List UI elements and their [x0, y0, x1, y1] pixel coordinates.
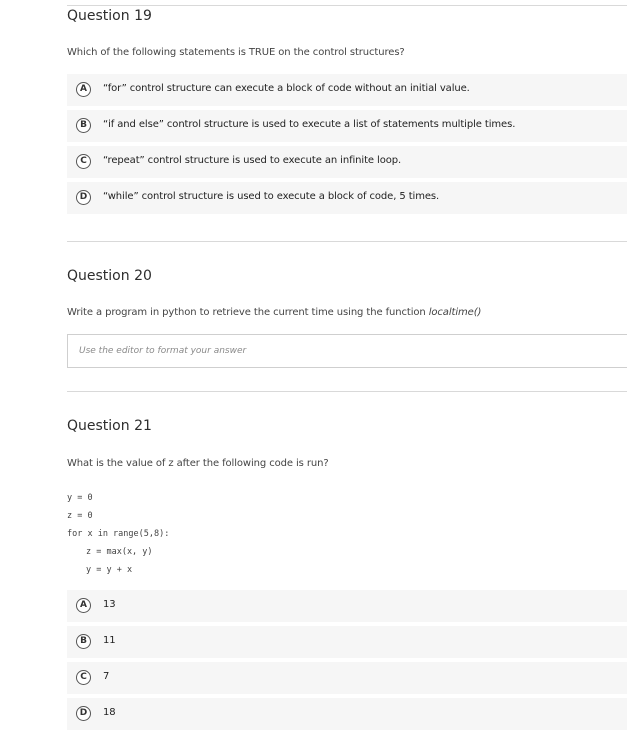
q21-option-b[interactable] — [67, 626, 627, 658]
top-divider — [67, 5, 627, 6]
option-text: “while” control structure is used to execute a block of code, 5 times. — [103, 191, 440, 202]
option-letter-badge: C — [76, 670, 91, 685]
question-19-prompt: Which of the following statements is TRUE on the control structures? — [67, 47, 405, 58]
q19-option-c[interactable] — [67, 146, 627, 178]
option-text: “for” control structure can execute a block of code without an initial value. — [103, 83, 470, 94]
question-20-prompt — [67, 307, 481, 318]
q21-option-a[interactable] — [67, 590, 627, 622]
option-letter-badge: A — [76, 598, 91, 613]
code-line: y = y + x — [86, 565, 133, 575]
option-text: 11 — [103, 635, 116, 646]
option-text: “repeat” control structure is used to execute an infinite loop. — [103, 155, 402, 166]
editor-placeholder: Use the editor to format your answer — [79, 346, 247, 356]
option-text: “if and else” control structure is used to execute a list of statements multiple times. — [103, 119, 516, 130]
option-letter-badge: B — [76, 118, 91, 133]
option-text: 18 — [103, 707, 116, 718]
option-text: 7 — [103, 671, 110, 682]
code-line: z = 0 — [67, 511, 93, 521]
q21-divider — [67, 391, 627, 392]
function-name: localtime() — [428, 307, 482, 318]
option-letter-badge: B — [76, 634, 91, 649]
q19-option-a[interactable] — [67, 74, 627, 106]
q19-option-d[interactable] — [67, 182, 627, 214]
option-letter-badge: D — [76, 706, 91, 721]
question-19-title: Question 19 — [67, 8, 152, 24]
question-21-title: Question 21 — [67, 418, 152, 434]
question-21-prompt: What is the value of z after the following code is run? — [67, 458, 329, 469]
option-letter-badge: A — [76, 82, 91, 97]
option-letter-badge: D — [76, 190, 91, 205]
q21-option-c[interactable] — [67, 662, 627, 694]
answer-editor[interactable] — [67, 334, 627, 368]
code-line: z = max(x, y) — [86, 547, 153, 557]
question-20-title: Question 20 — [67, 268, 152, 284]
q19-option-b[interactable] — [67, 110, 627, 142]
question-20-prompt-text: Write a program in python to retrieve the current time using the function — [67, 307, 429, 318]
option-text: 13 — [103, 599, 116, 610]
q21-option-d[interactable] — [67, 698, 627, 730]
option-letter-badge: C — [76, 154, 91, 169]
code-line: y = 0 — [67, 493, 93, 503]
code-line: for x in range(5,8): — [67, 529, 170, 539]
q20-divider — [67, 241, 627, 242]
